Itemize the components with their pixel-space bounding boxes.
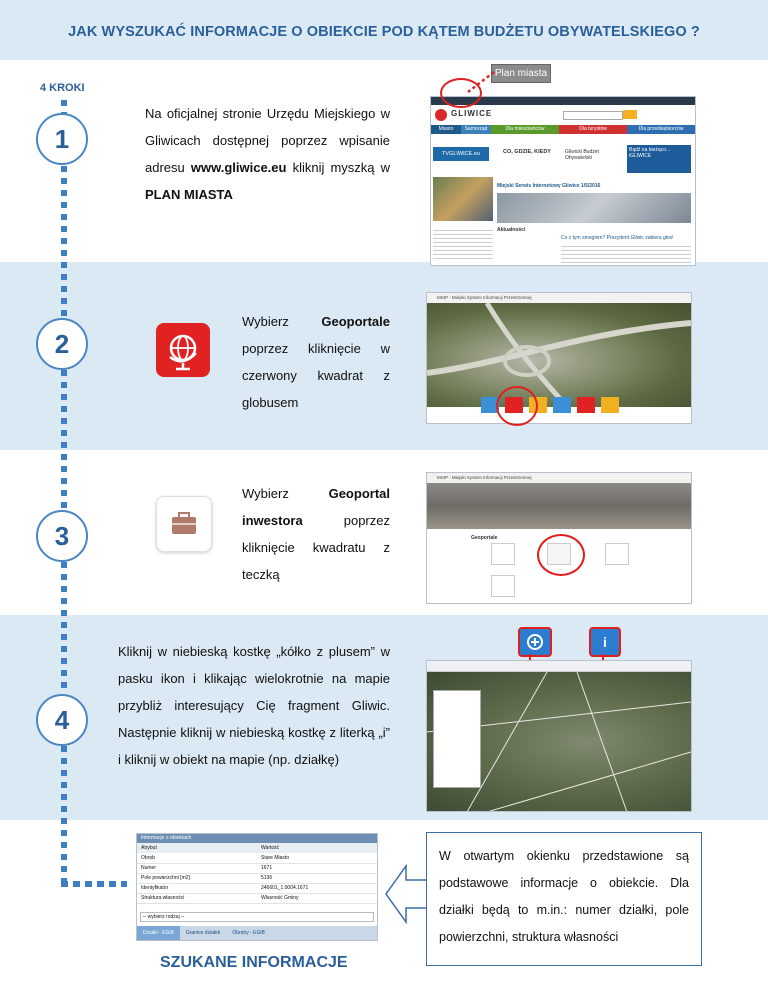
- table-row: [137, 853, 377, 863]
- column-header: Atrybut: [141, 845, 157, 851]
- news-image: [497, 193, 691, 223]
- table-row: [137, 863, 377, 873]
- news-section-title: Miejski Serwis Internetowy Gliwice 1/5/2016: [497, 183, 601, 189]
- briefcase-icon: [156, 496, 212, 552]
- table-cell: Identyfikator: [141, 885, 169, 891]
- steps-label: 4 KROKI: [40, 82, 85, 94]
- table-cell: Obręb: [141, 854, 155, 861]
- callout-arrow: [384, 864, 430, 924]
- table-cell: 1671: [261, 865, 273, 871]
- table-row: [137, 883, 377, 893]
- column-header: Wartość: [261, 845, 280, 851]
- step-3-number: 3: [36, 510, 88, 562]
- table-row: [137, 893, 377, 903]
- map-toolbar: [427, 661, 691, 672]
- info-table: [137, 843, 377, 904]
- table-cell: Stare Miasto: [261, 854, 290, 861]
- step-4-text: Kliknij w niebieską kostkę „kółko z plusem” w pasku ikon i klikając wielokrotnie na mapie przybliż interesujący Cię fragment Gliwic. Następnie kliknij w niebieską kostkę z literką „i” i kliknij w obiekt na mapie (np. działkę): [118, 644, 390, 767]
- timeline-dash: [61, 562, 67, 694]
- timeline-connector: [61, 881, 127, 887]
- object-info-dialog: [136, 833, 378, 941]
- page-title: JAK WYSZUKAĆ INFORMACJE O OBIEKCIE POD KĄTEM BUDŻETU OBYWATELSKIEGO ?: [68, 24, 700, 40]
- coat-of-arms-icon: [435, 109, 447, 121]
- news-headline[interactable]: Co z tym smogiem? Prezydent Gliwic zabiera głos!: [561, 235, 674, 241]
- portal-header: MSIP - Miejski System Informacji Przestrzennej: [427, 473, 691, 483]
- dialog-tab[interactable]: Działki - EGiB: [137, 926, 180, 940]
- layers-panel[interactable]: [433, 690, 481, 788]
- budget-banner[interactable]: Gliwicki Budżet Obywatelski: [565, 149, 599, 161]
- tv-banner[interactable]: TVGLIWICE.eu: [433, 147, 489, 161]
- highlight-ring: [440, 78, 482, 108]
- step-2-number: 2: [36, 318, 88, 370]
- dialog-title: Informacje o obiektach: [137, 834, 377, 843]
- dialog-tab[interactable]: Granice działek: [185, 930, 221, 936]
- timeline-dash: [61, 166, 67, 317]
- portal-tile[interactable]: [577, 397, 595, 413]
- map-aerial[interactable]: [427, 672, 691, 812]
- site-search-input[interactable]: [563, 111, 623, 120]
- aerial-city-photo: [427, 483, 691, 529]
- table-cell: Pole powierzchni [m2]: [141, 875, 190, 881]
- geoportale-globe-icon: [156, 323, 210, 377]
- gliwice-website-screenshot: [430, 96, 696, 266]
- news-text-lines: [433, 227, 493, 261]
- events-banner[interactable]: CO, GDZIE, KIEDY: [503, 149, 551, 155]
- table-cell: 246601_1.0004.1671: [261, 885, 309, 891]
- callout-box: W otwartym okienku przedstawione są podstawowe informacje o obiekcie. Dla działki będą to m.in.: numer działki, pole powierzchni, struktura własności: [426, 832, 702, 966]
- portal-header: MSIP - Miejski System Informacji Przestrzennej: [427, 293, 691, 303]
- timeline-dash: [61, 746, 67, 886]
- news-photo: [433, 177, 493, 221]
- table-cell: 5136: [261, 875, 273, 881]
- zoom-in-button[interactable]: [518, 627, 552, 657]
- site-tab[interactable]: Dla przedsiębiorców: [627, 125, 695, 134]
- news-text-lines: [561, 243, 691, 263]
- map-viewer-screenshot: [426, 660, 692, 812]
- site-tab[interactable]: Samorząd: [461, 125, 491, 134]
- table-cell: Struktura własności: [141, 895, 185, 901]
- geoportale-section: Geoportale: [471, 535, 498, 541]
- step-1-text: Na oficjalnej stronie Urzędu Miejskiego w Gliwicach dostępnej poprzez wpisanie adresu www.gliwice.eu kliknij myszką w PLAN MIASTA: [145, 106, 390, 202]
- site-logo: GLIWICE: [451, 109, 493, 118]
- table-row: [137, 873, 377, 883]
- footer-label: SZUKANE INFORMACJE: [160, 954, 348, 971]
- portal-tile[interactable]: [601, 397, 619, 413]
- site-tab[interactable]: Dla turystów: [559, 125, 627, 134]
- highlight-ring: [537, 534, 585, 576]
- geoportal-tile[interactable]: [605, 543, 629, 565]
- timeline-dash: [61, 100, 67, 114]
- info-button[interactable]: i: [589, 627, 621, 657]
- site-tab[interactable]: Dla mieszkańców: [491, 125, 559, 134]
- table-cell: Numer: [141, 865, 157, 871]
- step-1-number: 1: [36, 113, 88, 165]
- step-2-text: Wybierz Geoportale poprzez kliknięcie w czerwony kwadrat z globusem: [242, 314, 390, 410]
- site-search-button[interactable]: [623, 110, 637, 119]
- plan-miasta-button[interactable]: Plan miasta: [491, 64, 551, 83]
- type-select[interactable]: -- wybierz rodzaj --: [140, 912, 374, 922]
- portal-tile[interactable]: [553, 397, 571, 413]
- highlight-ring: [496, 386, 538, 426]
- aerial-photo: [427, 303, 691, 407]
- igliwice-banner[interactable]: Bądź na bieżąco... iGLIWICE: [627, 145, 691, 173]
- step-4-number: 4: [36, 694, 88, 746]
- msip-portal-screenshot: [426, 292, 692, 424]
- geoportal-tile[interactable]: [491, 543, 515, 565]
- geoportal-tile[interactable]: [491, 575, 515, 597]
- timeline-dash: [61, 370, 67, 509]
- site-tab[interactable]: Miasto: [431, 125, 461, 134]
- table-cell: Własność Gminy: [261, 895, 299, 901]
- step-3-text: Wybierz Geoportal inwestora poprzez kliknięcie kwadratu z teczką: [242, 486, 390, 582]
- dialog-tab[interactable]: Obręby - EGiB: [232, 930, 265, 936]
- news-section-label: Aktualności: [497, 227, 526, 233]
